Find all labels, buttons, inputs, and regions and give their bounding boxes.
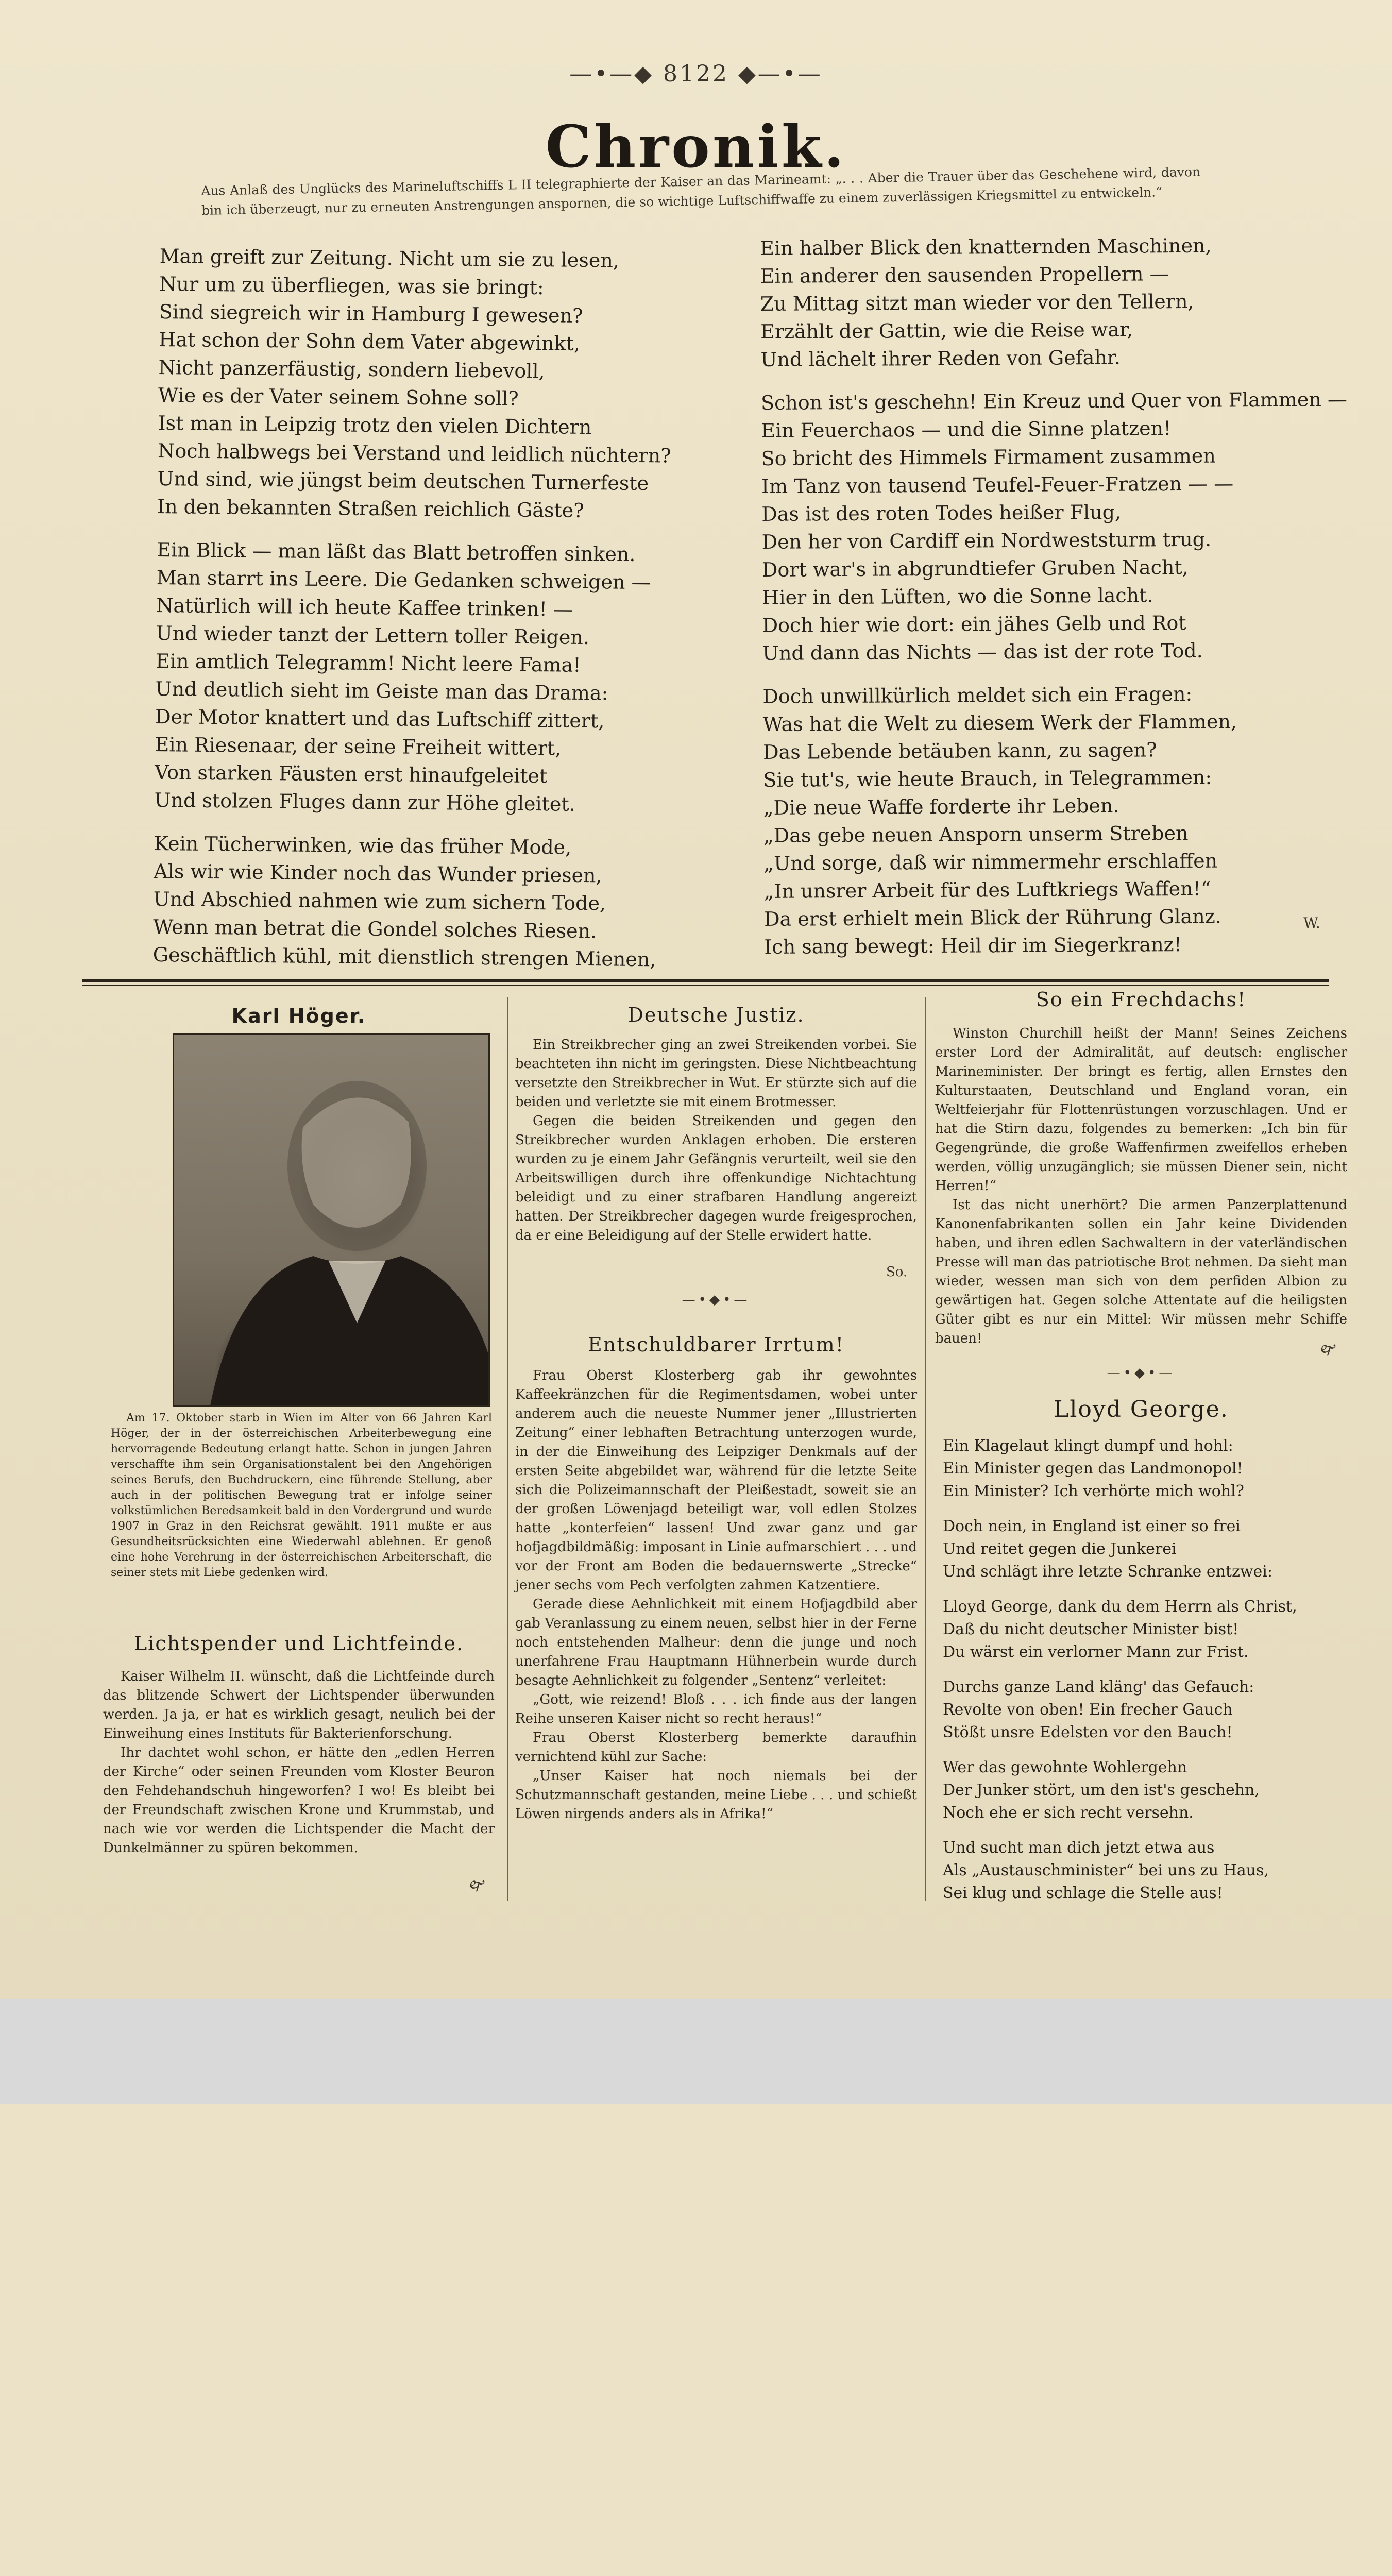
poem-line: Der Junker stört, um den ist's geschehn, bbox=[943, 1781, 1260, 1799]
heading-lloyd-george: Lloyd George. bbox=[1054, 1396, 1229, 1422]
section-divider bbox=[82, 979, 1329, 982]
page-title: Chronik. bbox=[545, 113, 847, 181]
poem-line: Nicht panzerfäustig, sondern liebevoll, bbox=[158, 355, 545, 383]
poem-line: Sie tut's, wie heute Brauch, in Telegrammen: bbox=[763, 766, 1212, 791]
poem-line: Durchs ganze Land kläng' das Gefauch: bbox=[943, 1678, 1254, 1696]
poem-line: Dort war's in abgrundtiefer Gruben Nacht, bbox=[761, 555, 1189, 581]
column-rule bbox=[507, 997, 508, 1901]
poem-line: Was hat die Welt zu diesem Werk der Flammen, bbox=[762, 710, 1237, 736]
poem-stanza bbox=[943, 1515, 1355, 1583]
poem-line: Doch nein, in England ist einer so frei bbox=[943, 1517, 1241, 1535]
decorative-mark: 🙰 bbox=[468, 1876, 486, 1893]
poem-line: In den bekannten Straßen reichlich Gäste? bbox=[157, 495, 584, 522]
poem-line: Als „Austauschminister“ bei uns zu Haus, bbox=[943, 1861, 1269, 1879]
portrait-photo bbox=[173, 1033, 490, 1407]
poem-line: Das ist des roten Todes heißer Flug, bbox=[761, 500, 1122, 526]
poem-line: Und schlägt ihre letzte Schranke entzwei: bbox=[943, 1563, 1273, 1581]
poem-line: Zu Mittag sitzt man wieder vor den Tellern, bbox=[760, 290, 1194, 315]
poem-line: Und deutlich sieht im Geiste man das Drama: bbox=[155, 677, 608, 705]
poem-line: Im Tanz von tausend Teufel-Feuer-Fratzen — — bbox=[761, 472, 1234, 498]
poem-line: Hat schon der Sohn dem Vater abgewinkt, bbox=[158, 328, 581, 355]
poem-line: Wer das gewohnte Wohlergehn bbox=[943, 1758, 1187, 1776]
poem-lloyd-george bbox=[943, 1435, 1355, 1917]
poem-line: Du wärst ein verlorner Mann zur Frist. bbox=[943, 1643, 1249, 1661]
article-deutsche-justiz: Ein Streikbrecher ging an zwei Streikenden vorbei. Sie beachteten ihn nicht im geringsten. Diese Nichtbeachtung versetzte den Streikbrecher in Wut. Er stürzte sich auf die beiden und verletzte sie mit einem Brotmesser. Gegen die beiden Streikenden und gegen den Streikbrecher wurden Anklagen erhoben. Die ersteren wurden zu je einem Jahr Gefängnis verurteilt, weil sie den Arbeitswilligen durch ihre offenkundige Nichtachtung beleidigt und zu einer strafbaren Handlung angereizt hatten. Der Streikbrecher dagegen wurde freigesprochen, da er eine Beleidigung auf der Stelle erwidert hatte. bbox=[515, 1037, 917, 1243]
page-number: —•—◆ 8122 ◆—•— bbox=[569, 61, 823, 87]
poem-line: Wenn man betrat die Gondel solches Riesen. bbox=[153, 915, 597, 943]
poem-signature: W. bbox=[1303, 914, 1320, 931]
photo-caption: Am 17. Oktober starb in Wien im Alter von 66 Jahren Karl Höger, der in der österreichischen Arbeiterbewegung eine hervorragende Bedeutung erlangt hatte. Schon in jungen Jahren verschaffte ihm sein Organisationstalent bei den Angehörigen seines Berufs, den Buchdruckern, eine führende Stellung, aber auch in der politischen Bewegung trat er infolge seiner volkstümlichen Beredsamkeit bald in den Vordergrund und wurde 1907 in Graz in den Reichsrat gewählt. 1911 mußte er aus Gesundheitsrücksichten eine Wiederwahl ablehnen. Er genoß eine hohe Verehrung in der österreichischen Arbeiterschaft, die seiner stets mit Liebe gedenken wird. bbox=[111, 1412, 492, 1579]
poem-line: Hier in den Lüften, wo die Sonne lacht. bbox=[762, 584, 1153, 609]
poem-line: Geschäftlich kühl, mit dienstlich strengen Mienen, bbox=[152, 943, 656, 971]
poem-line: Lloyd George, dank du dem Herrn als Christ, bbox=[943, 1598, 1297, 1616]
poem-line: Das Lebende betäuben kann, zu sagen? bbox=[763, 738, 1157, 764]
poem-line: Ein amtlich Telegramm! Nicht leere Fama! bbox=[155, 649, 581, 676]
portrait-figure bbox=[174, 1035, 488, 1405]
poem-line: Sind siegreich wir in Hamburg I gewesen? bbox=[159, 300, 583, 327]
poem-line: Der Motor knattert und das Luftschiff zittert, bbox=[155, 705, 605, 733]
heading-entschuldbarer-irrtum: Entschuldbarer Irrtum! bbox=[588, 1333, 844, 1356]
separator: —•◆•— bbox=[682, 1292, 751, 1308]
poem-line: Und sucht man dich jetzt etwa aus bbox=[943, 1839, 1215, 1857]
separator: —•◆•— bbox=[1107, 1365, 1176, 1381]
poem-line: Man starrt ins Leere. Die Gedanken schweigen — bbox=[156, 566, 651, 594]
poem-line: Ich sang bewegt: Heil dir im Siegerkranz! bbox=[764, 933, 1182, 958]
poem-line: Doch hier wie dort: ein jähes Gelb und Rot bbox=[762, 611, 1186, 637]
article-lichtspender: Kaiser Wilhelm II. wünscht, daß die Lichtfeinde durch das blitzende Schwert der Lichtspender überwunden werden. Ja ja, er hat es wirklich gesagt, neulich bei der Einweihung eines Instituts für Bakterienforschung. Ihr dachtet wohl schon, er hätte den „edlen Herren der Kirche“ oder seinen Freunden vom Kloster Beuron den Fehdehandschuh hingeworfen? I wo! Es bleibt bei der Freundschaft zwischen Krone und Krummstab, und nach wie vor werden die Lichtspender die Macht der Dunkelmänner zu spüren bekommen. bbox=[103, 1669, 495, 1856]
poem-stanza bbox=[760, 231, 1338, 374]
poem-stanza bbox=[760, 385, 1348, 667]
article-signature: So. bbox=[886, 1264, 908, 1280]
poem-line: Und wieder tanzt der Lettern toller Reigen. bbox=[156, 621, 590, 649]
poem-line: Schon ist's geschehn! Ein Kreuz und Quer von Flammen — bbox=[760, 388, 1348, 414]
poem-line: Ein anderer den sausenden Propellern — bbox=[760, 262, 1169, 287]
poem-line: Ein halber Blick den knatternden Maschinen, bbox=[760, 234, 1212, 260]
decorative-mark: 🙰 bbox=[1319, 1341, 1337, 1358]
article-entschuldbarer-irrtum: Frau Oberst Klosterberg gab ihr gewohntes Kaffeekränzchen für die Regimentsdamen, wobei unter anderem auch die neueste Nummer jener „Illustrierten Zeitung“ einer lebhaften Betrachtung unterzogen wurde, in der die Einweihung des Leipziger Denkmals auf der ersten Seite abgebildet war, während für die letzte Seite sich die Polizeimannschaft der Pleißestadt, soweit sie an der großen Löwenjagd beteiligt war, voll edlen Stolzes hatte „konterfeien“ lassen! Und zwar ganz und gar hofjagdbildmäßig: imposant in Linie aufmarschiert . . . und vor der Front am Boden die bedauernswerte „Strecke“ jener sechs vom Pech verfolgten zahmen Katzentiere. Gerade diese Aehnlichkeit mit einem Hofjagdbild aber gab Veranlassung zu einem neuen, selbst hier in der Ferne noch entstehenden Malheur: denn die junge und noch unerfahrene Frau Hauptmann Hühnerbein wurde durch besagte Aehnlichkeit zu folgender „Sentenz“ verleitet: „Gott, wie reizend! Bloß . . . ich finde aus der langen Reihe unseren Kaiser nicht so recht heraus!“ Frau Oberst Klosterberg bemerkte daraufhin vernichtend kühl zur Sache: „Unser Kaiser hat noch niemals bei der Schutzmannschaft gestanden, meine Liebe . . . und schießt Löwen nirgends anders als in Afrika!“ bbox=[515, 1368, 917, 1822]
poem-line: „In unsrer Arbeit für des Luftkriegs Waffen!“ bbox=[763, 877, 1211, 903]
poem-line: Und lächelt ihrer Reden von Gefahr. bbox=[760, 346, 1121, 371]
poem-line: Und dann das Nichts — das ist der rote Tod. bbox=[762, 639, 1203, 665]
poem-stanza bbox=[762, 679, 1341, 961]
poem-line: Von starken Fäusten erst hinaufgeleitet bbox=[154, 760, 548, 788]
poem-line: Kein Tücherwinken, wie das früher Mode, bbox=[154, 832, 572, 859]
poem-stanza bbox=[943, 1756, 1355, 1824]
heading-deutsche-justiz: Deutsche Justiz. bbox=[627, 1004, 805, 1026]
poem-line: Und sind, wie jüngst beim deutschen Turnerfeste bbox=[157, 467, 649, 495]
poem-line: Natürlich will ich heute Kaffee trinken! — bbox=[156, 594, 573, 621]
heading-frechdachs: So ein Frechdachs! bbox=[1035, 988, 1247, 1011]
poem-line: „Die neue Waffe forderte ihr Leben. bbox=[763, 794, 1119, 819]
poem-line: Noch ehe er sich recht versehn. bbox=[943, 1804, 1194, 1822]
poem-line: Ein Blick — man läßt das Blatt betroffen sinken. bbox=[157, 538, 636, 566]
poem-line: Daß du nicht deutscher Minister bist! bbox=[943, 1620, 1239, 1638]
poem-line: „Das gebe neuen Ansporn unserm Streben bbox=[763, 821, 1189, 847]
poem-stanza bbox=[943, 1596, 1355, 1664]
poem-line: Erzählt der Gattin, wie die Reise war, bbox=[760, 318, 1133, 343]
poem-line: Und stolzen Fluges dann zur Höhe gleitet. bbox=[154, 788, 575, 816]
heading-karl-hoeger: Karl Höger. bbox=[231, 1005, 366, 1027]
poem-stanza bbox=[943, 1676, 1355, 1744]
poem-line: Wie es der Vater seinem Sohne soll? bbox=[158, 383, 519, 410]
poem-line: Man greift zur Zeitung. Nicht um sie zu lesen, bbox=[159, 244, 620, 272]
poem-stanza bbox=[154, 536, 703, 819]
poem-line: Und reitet gegen die Junkerei bbox=[943, 1540, 1177, 1558]
poem-line: Den her von Cardiff ein Nordweststurm trug. bbox=[761, 528, 1212, 553]
poem-line: Sei klug und schlage die Stelle aus! bbox=[943, 1884, 1223, 1902]
poem-stanza bbox=[157, 242, 706, 526]
poem-line: So bricht des Himmels Firmament zusammen bbox=[761, 444, 1216, 470]
footer-bar bbox=[0, 1999, 1392, 2104]
poem-line: Ein Riesenaar, der seine Freiheit wittert, bbox=[155, 733, 562, 760]
poem-line: Ein Minister? Ich verhörte mich wohl? bbox=[943, 1482, 1244, 1500]
poem-stanza bbox=[943, 1837, 1355, 1905]
article-frechdachs: Winston Churchill heißt der Mann! Seines Zeichens erster Lord der Admiralität, auf deutsch: englischer Marineminister. Der bringt es fertig, allen Ernstes den Kulturstaaten, Deutschland und England voran, ein Weltfeierjahr für Flottenrüstungen vorzuschlagen. Und er hat die Stirn dazu, folgendes zu bemerken: „Ich bin für Gegengründe, die große Waffenfirmen zweifellos erheben werden, völlig unzugänglich; sie müssen Diener sein, nicht Herren!“ Ist das nicht unerhört? Die armen Panzerplattenund Kanonenfabrikanten sollen ein Jahr keine Dividenden haben, und ihren edlen Sachwaltern in der vaterländischen Presse will man das patriotische Brot nehmen. Da sieht man wieder, wessen man sich von dem perfiden Albion zu gewärtigen hat. Gegen solche Attentate auf die heiligsten Güter gibt es nur ein Mittel: Wir müssen mehr Schiffe bauen! bbox=[935, 1026, 1347, 1346]
poem-stanza bbox=[943, 1435, 1355, 1503]
poem-line: Und Abschied nahmen wie zum sichern Tode, bbox=[153, 887, 606, 915]
poem-line: Revolte von oben! Ein frecher Gauch bbox=[943, 1701, 1233, 1719]
poem-left bbox=[152, 242, 706, 989]
poem-line: Nur um zu überfliegen, was sie bringt: bbox=[159, 272, 544, 299]
poem-line: Noch halbwegs bei Verstand und leidlich nüchtern? bbox=[157, 439, 671, 467]
poem-line: Ist man in Leipzig trotz den vielen Dichtern bbox=[158, 411, 592, 439]
poem-line: Doch unwillkürlich meldet sich ein Fragen: bbox=[762, 682, 1193, 708]
poem-stanza bbox=[152, 829, 700, 974]
poem-line: Ein Minister gegen das Landmonopol! bbox=[943, 1460, 1243, 1478]
column-rule bbox=[925, 997, 926, 1901]
section-divider-thin bbox=[82, 985, 1329, 986]
poem-line: Da erst erhielt mein Blick der Rührung Glanz. bbox=[763, 905, 1221, 930]
poem-line: Als wir wie Kinder noch das Wunder priesen, bbox=[154, 859, 602, 887]
poem-line: „Und sorge, daß wir nimmermehr erschlaffen bbox=[763, 849, 1218, 875]
poem-line: Stößt unsre Edelsten vor den Bauch! bbox=[943, 1723, 1233, 1741]
poem-line: Ein Feuerchaos — und die Sinne platzen! bbox=[761, 417, 1172, 442]
poem-line: Ein Klagelaut klingt dumpf und hohl: bbox=[943, 1437, 1233, 1455]
poem-right bbox=[760, 231, 1348, 976]
intro-text: Aus Anlaß des Unglücks des Marineluftschiffs L II telegraphierte der Kaiser an das Marineamt: „. . . Aber die Trauer über das Geschehene wird, davon bin ich überzeugt, nur zu erneuten Anstrengungen anspornen, die so wichtige Luftschiffwaffe zu einem zuverlässigen Kriegsmittel zu entwickeln.“ bbox=[201, 164, 1201, 218]
heading-lichtspender: Lichtspender und Lichtfeinde. bbox=[133, 1632, 464, 1655]
